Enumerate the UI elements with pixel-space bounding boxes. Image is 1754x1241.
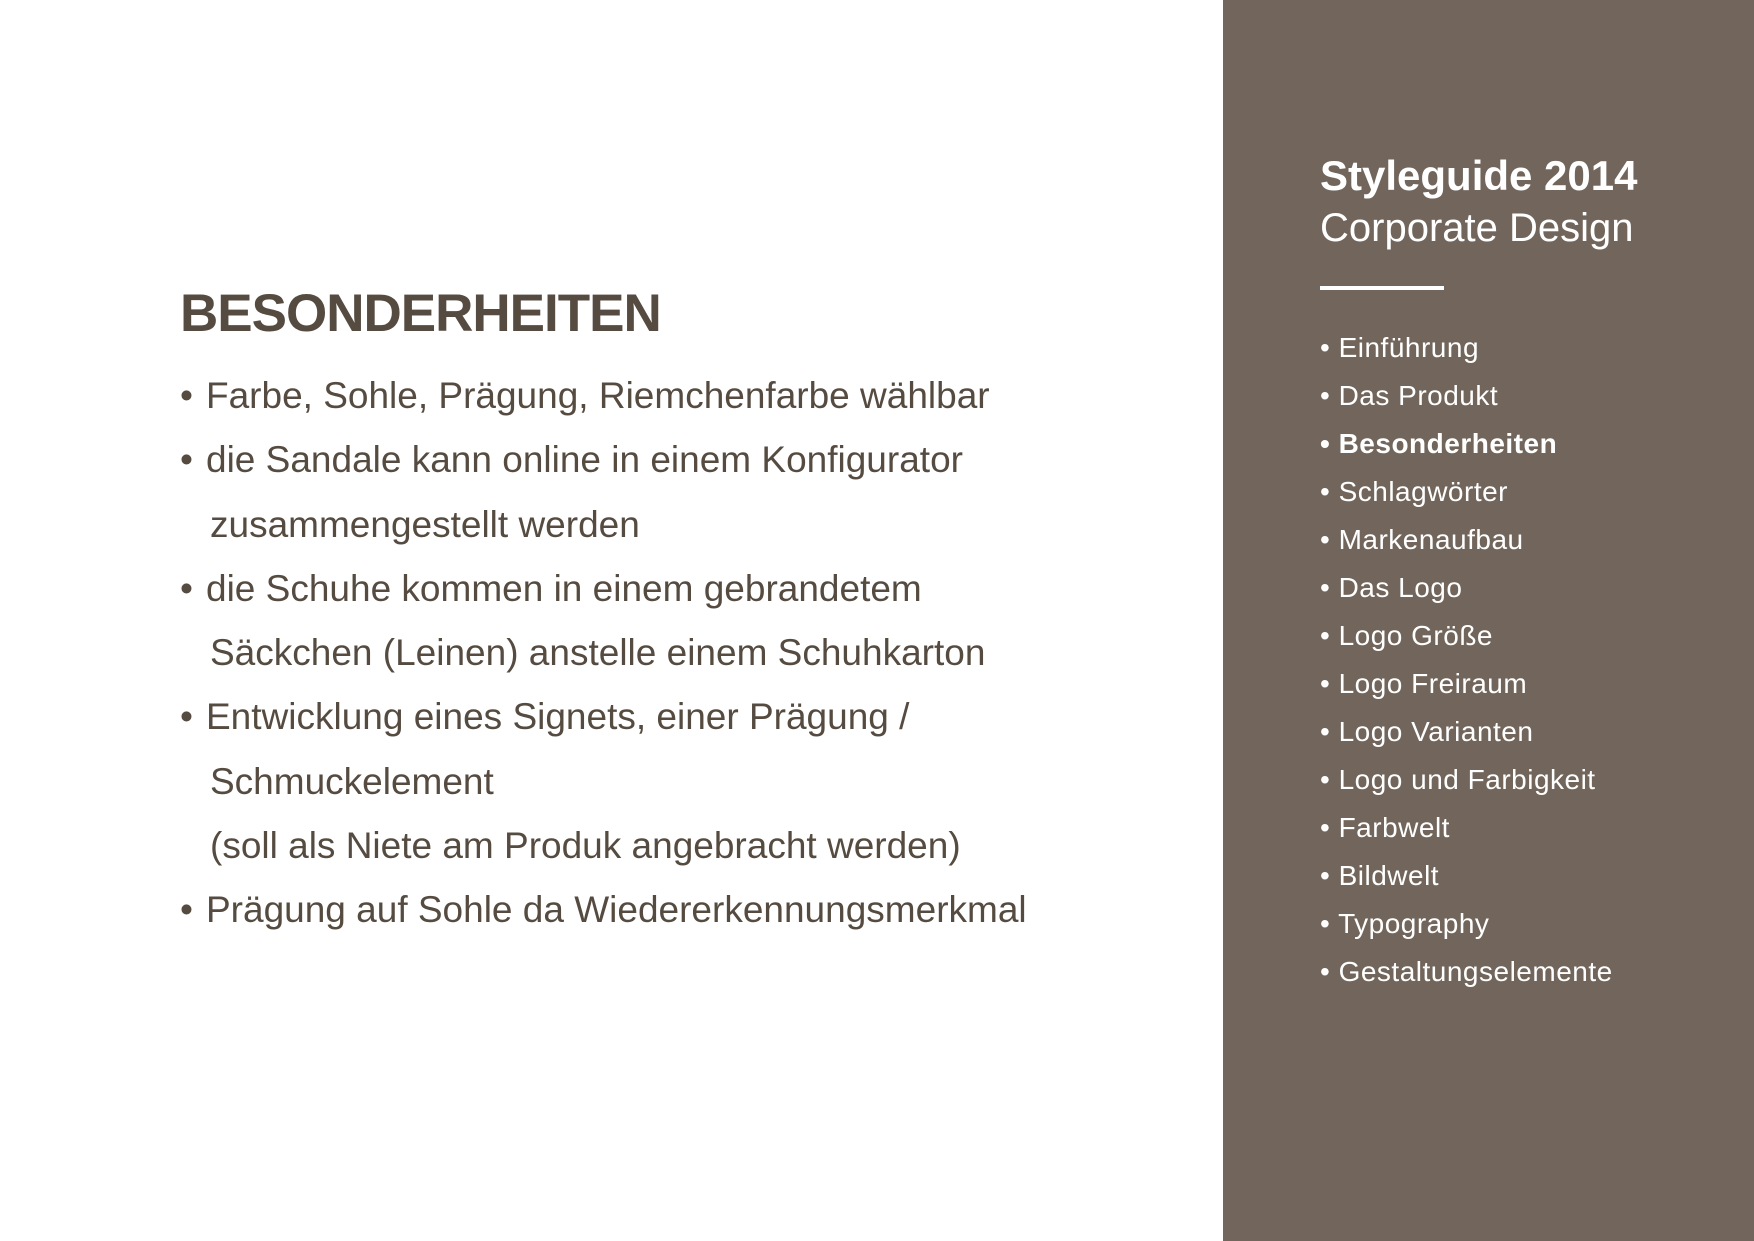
feature-list-item xyxy=(180,557,1180,686)
main-content xyxy=(180,282,1180,943)
sidebar-item-farbwelt[interactable]: • Farbwelt xyxy=(1320,812,1450,843)
feature-list-item xyxy=(180,364,1180,428)
feature-list-line: (soll als Niete am Produk angebracht werden) xyxy=(210,825,961,867)
sidebar-subtitle: Corporate Design xyxy=(1320,206,1634,250)
feature-list-line: Prägung auf Sohle da Wiedererkennungsmerkmal xyxy=(206,889,1027,931)
sidebar-title: Styleguide 2014 xyxy=(1320,152,1638,199)
sidebar-item-das-logo[interactable]: • Das Logo xyxy=(1320,572,1463,603)
feature-list-line: die Sandale kann online in einem Konfigurator xyxy=(206,439,963,481)
sidebar-nav xyxy=(1320,324,1613,996)
sidebar-divider xyxy=(1320,286,1444,290)
sidebar-item-bildwelt[interactable]: • Bildwelt xyxy=(1320,860,1440,891)
sidebar-item-schlagwoerter[interactable]: • Schlagwörter xyxy=(1320,476,1508,507)
feature-list-line: Farbe, Sohle, Prägung, Riemchenfarbe wählbar xyxy=(206,375,990,416)
sidebar xyxy=(1223,0,1754,1241)
bullet-marker: • xyxy=(180,375,193,416)
feature-list-line: zusammengestellt werden xyxy=(210,503,640,545)
sidebar-item-typography[interactable]: • Typography xyxy=(1320,908,1490,939)
feature-list-line: Schmuckelement xyxy=(210,760,494,802)
sidebar-item-einfuehrung[interactable]: • Einführung xyxy=(1320,332,1480,363)
sidebar-item-markenaufbau[interactable]: • Markenaufbau xyxy=(1320,524,1524,555)
feature-list-item xyxy=(180,878,1180,942)
bullet-marker: • xyxy=(180,889,193,931)
feature-list xyxy=(180,364,1180,943)
sidebar-item-gestaltungselemente[interactable]: • Gestaltungselemente xyxy=(1320,956,1613,987)
bullet-marker: • xyxy=(180,696,193,738)
feature-list-line: die Schuhe kommen in einem gebrandetem xyxy=(206,567,922,609)
sidebar-item-logo-und-farbigkeit[interactable]: • Logo und Farbigkeit xyxy=(1320,764,1596,795)
bullet-marker: • xyxy=(180,567,193,609)
page-title: BESONDERHEITEN xyxy=(180,284,661,343)
sidebar-item-besonderheiten[interactable]: • Besonderheiten xyxy=(1320,428,1558,459)
sidebar-item-logo-groesse[interactable]: • Logo Größe xyxy=(1320,620,1494,651)
bullet-marker: • xyxy=(180,439,193,481)
feature-list-item xyxy=(180,685,1180,878)
sidebar-item-das-produkt[interactable]: • Das Produkt xyxy=(1320,380,1499,411)
sidebar-item-logo-freiraum[interactable]: • Logo Freiraum xyxy=(1320,668,1528,699)
feature-list-line: Entwicklung eines Signets, einer Prägung / xyxy=(206,696,910,738)
feature-list-item xyxy=(180,428,1180,557)
sidebar-item-logo-varianten[interactable]: • Logo Varianten xyxy=(1320,716,1534,747)
feature-list-line: Säckchen (Leinen) anstelle einem Schuhkarton xyxy=(210,632,986,674)
